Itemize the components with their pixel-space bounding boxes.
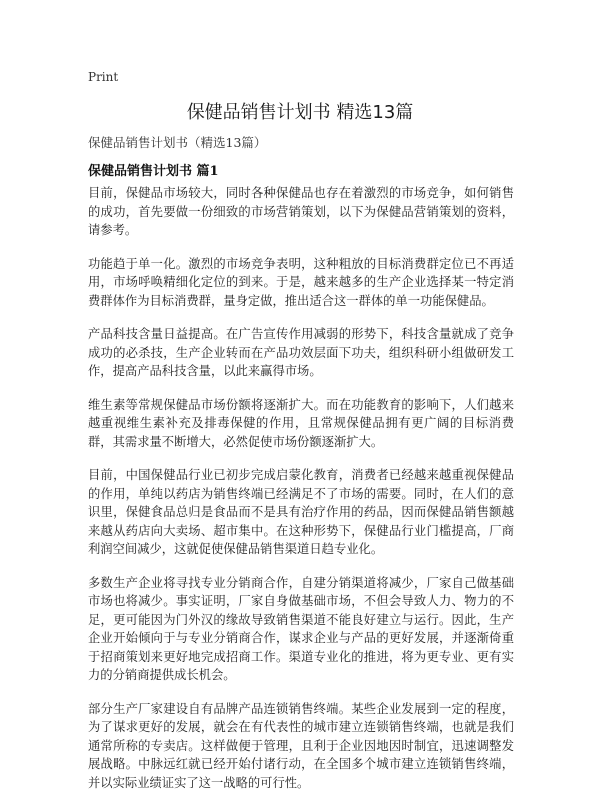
paragraph-6: 多数生产企业将寻找专业分销商合作，自建分销渠道将减少，厂家自己做基础市场也将减少。事实证明，厂家自身做基础市场，不但会导致人力、物力的不足，更可能因为门外汉的缘故导致销售渠道不能良好建立与运行。因此，生产企业开始倾向于与专业分销商合作，谋求企业与产品的更好发展，并逐渐倚重于招商策划来更好地完成招商工作。渠道专业化的推进，将为更专业、更有实力的分销商提供成长机会。 [88,575,514,682]
document-subtitle: 保健品销售计划书（精选13篇） [88,135,267,150]
paragraph-1: 目前，保健品市场较大，同时各种保健品也存在着激烈的市场竞争，如何销售的成功，首先要做一份细致的市场营销策划，以下为保健品营销策划的资料，请参考。 [88,186,514,237]
page-title: 保健品销售计划书 精选13篇 [186,102,414,123]
paragraph-5: 目前，中国保健品行业已初步完成启蒙化教育，消费者已经越来越重视保健品的作用，单纯以药店为销售终端已经满足不了市场的需要。同时，在人们的意识里，保健食品总归是食品而不是具有治疗作用的药品，因而保健品销售额越来越从药店向大卖场、超市集中。在这种形势下，保健品行业门槛提高，厂商利润空间减少，这就促使保健品销售渠道日趋专业化。 [88,468,514,556]
paragraph-3: 产品科技含量日益提高。在广告宣传作用减弱的形势下，科技含量就成了竞争成功的必杀技，生产企业转而在产品功效层面下功夫，组织科研小组做研发工作，提高产品科技含量，以此来赢得市场。 [88,327,514,378]
paragraph-7: 部分生产厂家建设自有品牌产品连锁销售终端。某些企业发展到一定的程度，为了谋求更好的发展，就会在有代表性的城市建立连锁销售终端，也就是我们通常所称的专卖店。这样做便于管理，且利于企业因地因时制宜，迅速调整发展战略。中脉远红就已经开始付诸行动，在全国多个城市建立连锁销售终端，并以实际业绩证实了这一战略的可行性。 [88,701,514,790]
paragraph-4: 维生素等常规保健品市场份额将逐渐扩大。而在功能教育的影响下，人们越来越重视维生素补充及排毒保健的作用，且常规保健品拥有更广阔的目标消费群，其需求量不断增大，必然促使市场份额逐渐扩大。 [88,397,514,449]
print-label: Print [88,70,119,84]
paragraph-2: 功能趋于单一化。激烈的市场竞争表明，这种粗放的目标消费群定位已不再适用，市场呼唤精细化定位的到来。于是，越来越多的生产企业选择某一特定消费群体作为目标消费群，量身定做，推出适合这一群体的单一功能保健品。 [88,256,514,308]
document-body [88,184,514,807]
section-heading: 保健品销售计划书 篇1 [88,164,219,179]
